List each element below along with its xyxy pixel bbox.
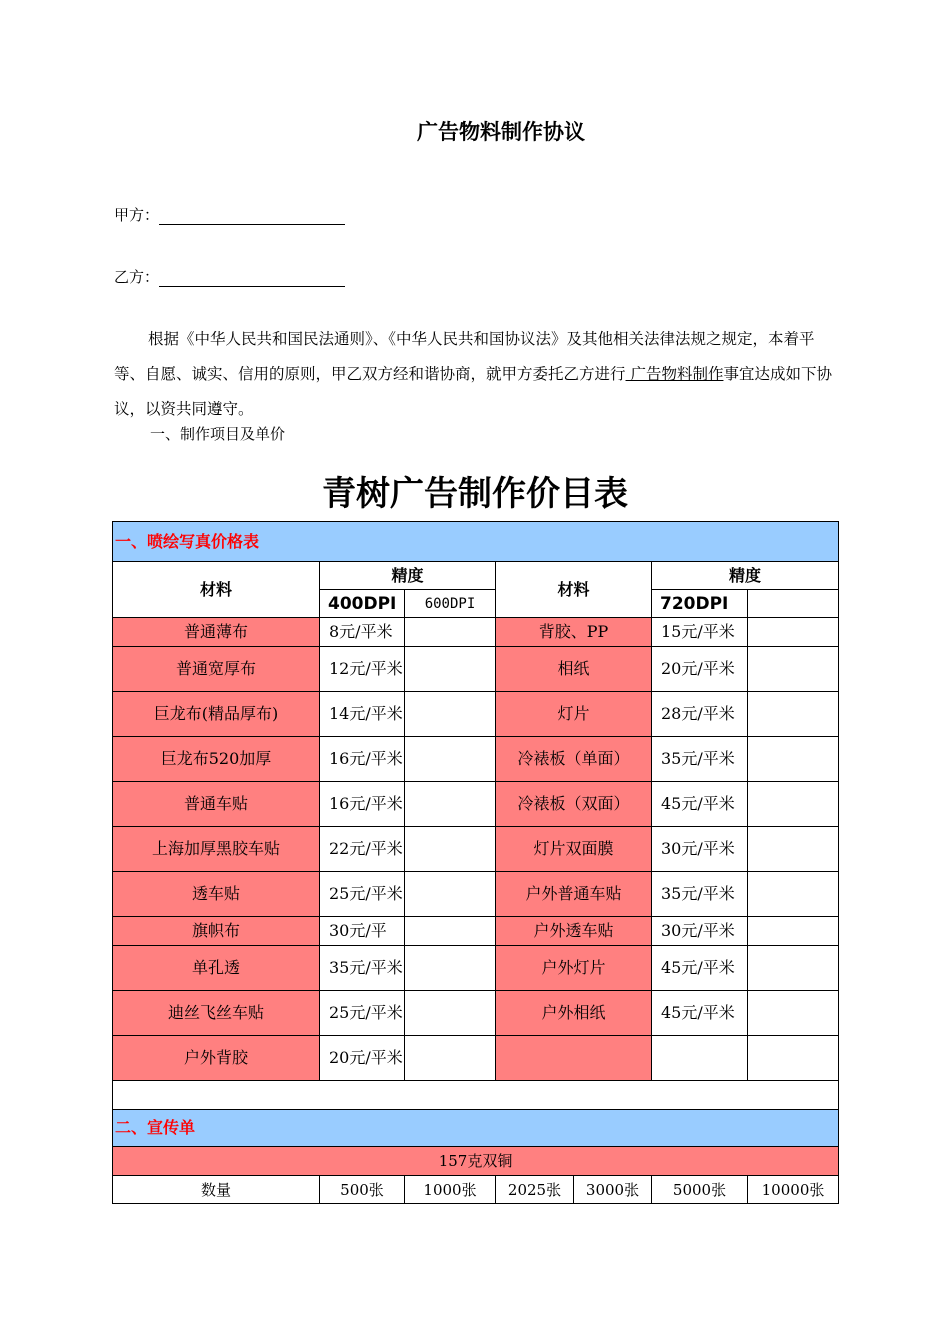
price-row bbox=[113, 872, 839, 917]
price-600dpi-cell bbox=[405, 692, 496, 737]
empty-cell bbox=[748, 872, 839, 917]
material-cell bbox=[496, 1036, 652, 1081]
section-flyer: 二、宣传单 bbox=[113, 1110, 839, 1147]
material-cell: 迪丝飞丝车贴 bbox=[113, 991, 320, 1036]
quantity-cell: 5000张 bbox=[652, 1176, 748, 1204]
empty-cell bbox=[748, 991, 839, 1036]
material-cell: 普通宽厚布 bbox=[113, 647, 320, 692]
material-cell: 户外透车贴 bbox=[496, 917, 652, 946]
price-720dpi-cell: 45元/平米 bbox=[652, 991, 748, 1036]
price-600dpi-cell bbox=[405, 827, 496, 872]
price-600dpi-cell bbox=[405, 618, 496, 647]
empty-cell bbox=[748, 782, 839, 827]
price-400dpi-cell: 8元/平米 bbox=[320, 618, 405, 647]
quantity-cell: 3000张 bbox=[574, 1176, 652, 1204]
quantity-cell: 1000张 bbox=[405, 1176, 496, 1204]
header-precision-left: 精度 bbox=[320, 562, 496, 590]
price-600dpi-cell bbox=[405, 946, 496, 991]
quantity-cell: 10000张 bbox=[748, 1176, 839, 1204]
price-400dpi-cell: 25元/平米 bbox=[320, 872, 405, 917]
party-b-label: 乙方： bbox=[114, 268, 160, 286]
material-cell: 户外灯片 bbox=[496, 946, 652, 991]
price-600dpi-cell bbox=[405, 1036, 496, 1081]
price-720dpi-cell: 35元/平米 bbox=[652, 737, 748, 782]
quantity-label: 数量 bbox=[113, 1176, 320, 1204]
price-400dpi-cell: 16元/平米 bbox=[320, 737, 405, 782]
material-cell: 旗帜布 bbox=[113, 917, 320, 946]
intro-text-1: 根据《中华人民共和国民法通则》、《中华人民共和国协议法》及其他相关法律法规之规定，本着平等、自愿、诚实、信用的原则，甲乙双方经和谐协商，就甲方委托乙方进行 bbox=[114, 330, 815, 383]
price-row bbox=[113, 827, 839, 872]
price-row bbox=[113, 782, 839, 827]
price-720dpi-cell: 30元/平米 bbox=[652, 827, 748, 872]
price-400dpi-cell: 35元/平米 bbox=[320, 946, 405, 991]
empty-cell bbox=[748, 1036, 839, 1081]
empty-cell bbox=[748, 917, 839, 946]
price-row bbox=[113, 917, 839, 946]
header-precision-right: 精度 bbox=[652, 562, 839, 590]
price-row bbox=[113, 991, 839, 1036]
paper-type: 157克双铜 bbox=[113, 1147, 839, 1176]
price-400dpi-cell: 16元/平米 bbox=[320, 782, 405, 827]
document-title: 广告物料制作协议 bbox=[417, 120, 585, 144]
spacer-row bbox=[113, 1081, 839, 1110]
empty-cell bbox=[748, 946, 839, 991]
price-720dpi-cell: 35元/平米 bbox=[652, 872, 748, 917]
material-cell: 普通车贴 bbox=[113, 782, 320, 827]
price-600dpi-cell bbox=[405, 737, 496, 782]
party-a-line bbox=[114, 204, 345, 225]
empty-cell bbox=[748, 737, 839, 782]
material-cell: 户外背胶 bbox=[113, 1036, 320, 1081]
header-400dpi: 400DPI bbox=[320, 590, 405, 618]
intro-subject: 广告物料制作 bbox=[625, 365, 724, 383]
price-list-title: 青树广告制作价目表 bbox=[322, 474, 628, 514]
intro-paragraph bbox=[114, 322, 838, 427]
material-cell: 巨龙布(精品厚布) bbox=[113, 692, 320, 737]
header-empty bbox=[748, 590, 839, 618]
section-heading-1: 一、制作项目及单价 bbox=[150, 425, 286, 443]
material-cell: 巨龙布520加厚 bbox=[113, 737, 320, 782]
party-a-blank bbox=[159, 208, 345, 225]
price-720dpi-cell: 45元/平米 bbox=[652, 782, 748, 827]
material-cell: 普通薄布 bbox=[113, 618, 320, 647]
material-cell: 灯片 bbox=[496, 692, 652, 737]
party-b-blank bbox=[159, 270, 345, 287]
price-600dpi-cell bbox=[405, 782, 496, 827]
material-cell: 冷裱板（单面） bbox=[496, 737, 652, 782]
header-720dpi: 720DPI bbox=[652, 590, 748, 618]
material-cell: 户外相纸 bbox=[496, 991, 652, 1036]
material-cell: 单孔透 bbox=[113, 946, 320, 991]
price-600dpi-cell bbox=[405, 991, 496, 1036]
price-720dpi-cell bbox=[652, 1036, 748, 1081]
material-cell: 灯片双面膜 bbox=[496, 827, 652, 872]
price-400dpi-cell: 25元/平米 bbox=[320, 991, 405, 1036]
price-720dpi-cell: 30元/平米 bbox=[652, 917, 748, 946]
material-cell: 上海加厚黑胶车贴 bbox=[113, 827, 320, 872]
price-row bbox=[113, 737, 839, 782]
empty-cell bbox=[748, 618, 839, 647]
price-400dpi-cell: 14元/平米 bbox=[320, 692, 405, 737]
party-b-line bbox=[114, 266, 345, 287]
price-row bbox=[113, 1036, 839, 1081]
price-600dpi-cell bbox=[405, 917, 496, 946]
price-row bbox=[113, 647, 839, 692]
header-material-right: 材料 bbox=[496, 562, 652, 618]
header-600dpi: 600DPI bbox=[405, 590, 496, 618]
header-material-left: 材料 bbox=[113, 562, 320, 618]
price-720dpi-cell: 15元/平米 bbox=[652, 618, 748, 647]
price-400dpi-cell: 12元/平米 bbox=[320, 647, 405, 692]
price-600dpi-cell bbox=[405, 647, 496, 692]
quantity-cell: 2025张 bbox=[496, 1176, 574, 1204]
material-cell: 户外普通车贴 bbox=[496, 872, 652, 917]
empty-cell bbox=[748, 827, 839, 872]
material-cell: 相纸 bbox=[496, 647, 652, 692]
price-row bbox=[113, 692, 839, 737]
intro-text-2: 事宜达成如下协议，以资共同遵守。 bbox=[114, 365, 832, 418]
material-cell: 透车贴 bbox=[113, 872, 320, 917]
price-720dpi-cell: 45元/平米 bbox=[652, 946, 748, 991]
price-600dpi-cell bbox=[405, 872, 496, 917]
price-400dpi-cell: 30元/平 bbox=[320, 917, 405, 946]
price-table bbox=[112, 521, 839, 1204]
price-400dpi-cell: 20元/平米 bbox=[320, 1036, 405, 1081]
material-cell: 背胶、PP bbox=[496, 618, 652, 647]
price-row bbox=[113, 946, 839, 991]
quantity-cell: 500张 bbox=[320, 1176, 405, 1204]
price-720dpi-cell: 20元/平米 bbox=[652, 647, 748, 692]
empty-cell bbox=[748, 692, 839, 737]
price-400dpi-cell: 22元/平米 bbox=[320, 827, 405, 872]
party-a-label: 甲方： bbox=[114, 206, 160, 224]
section-spray-print: 一、喷绘写真价格表 bbox=[113, 522, 839, 562]
price-row bbox=[113, 618, 839, 647]
empty-cell bbox=[748, 647, 839, 692]
material-cell: 冷裱板（双面） bbox=[496, 782, 652, 827]
price-720dpi-cell: 28元/平米 bbox=[652, 692, 748, 737]
